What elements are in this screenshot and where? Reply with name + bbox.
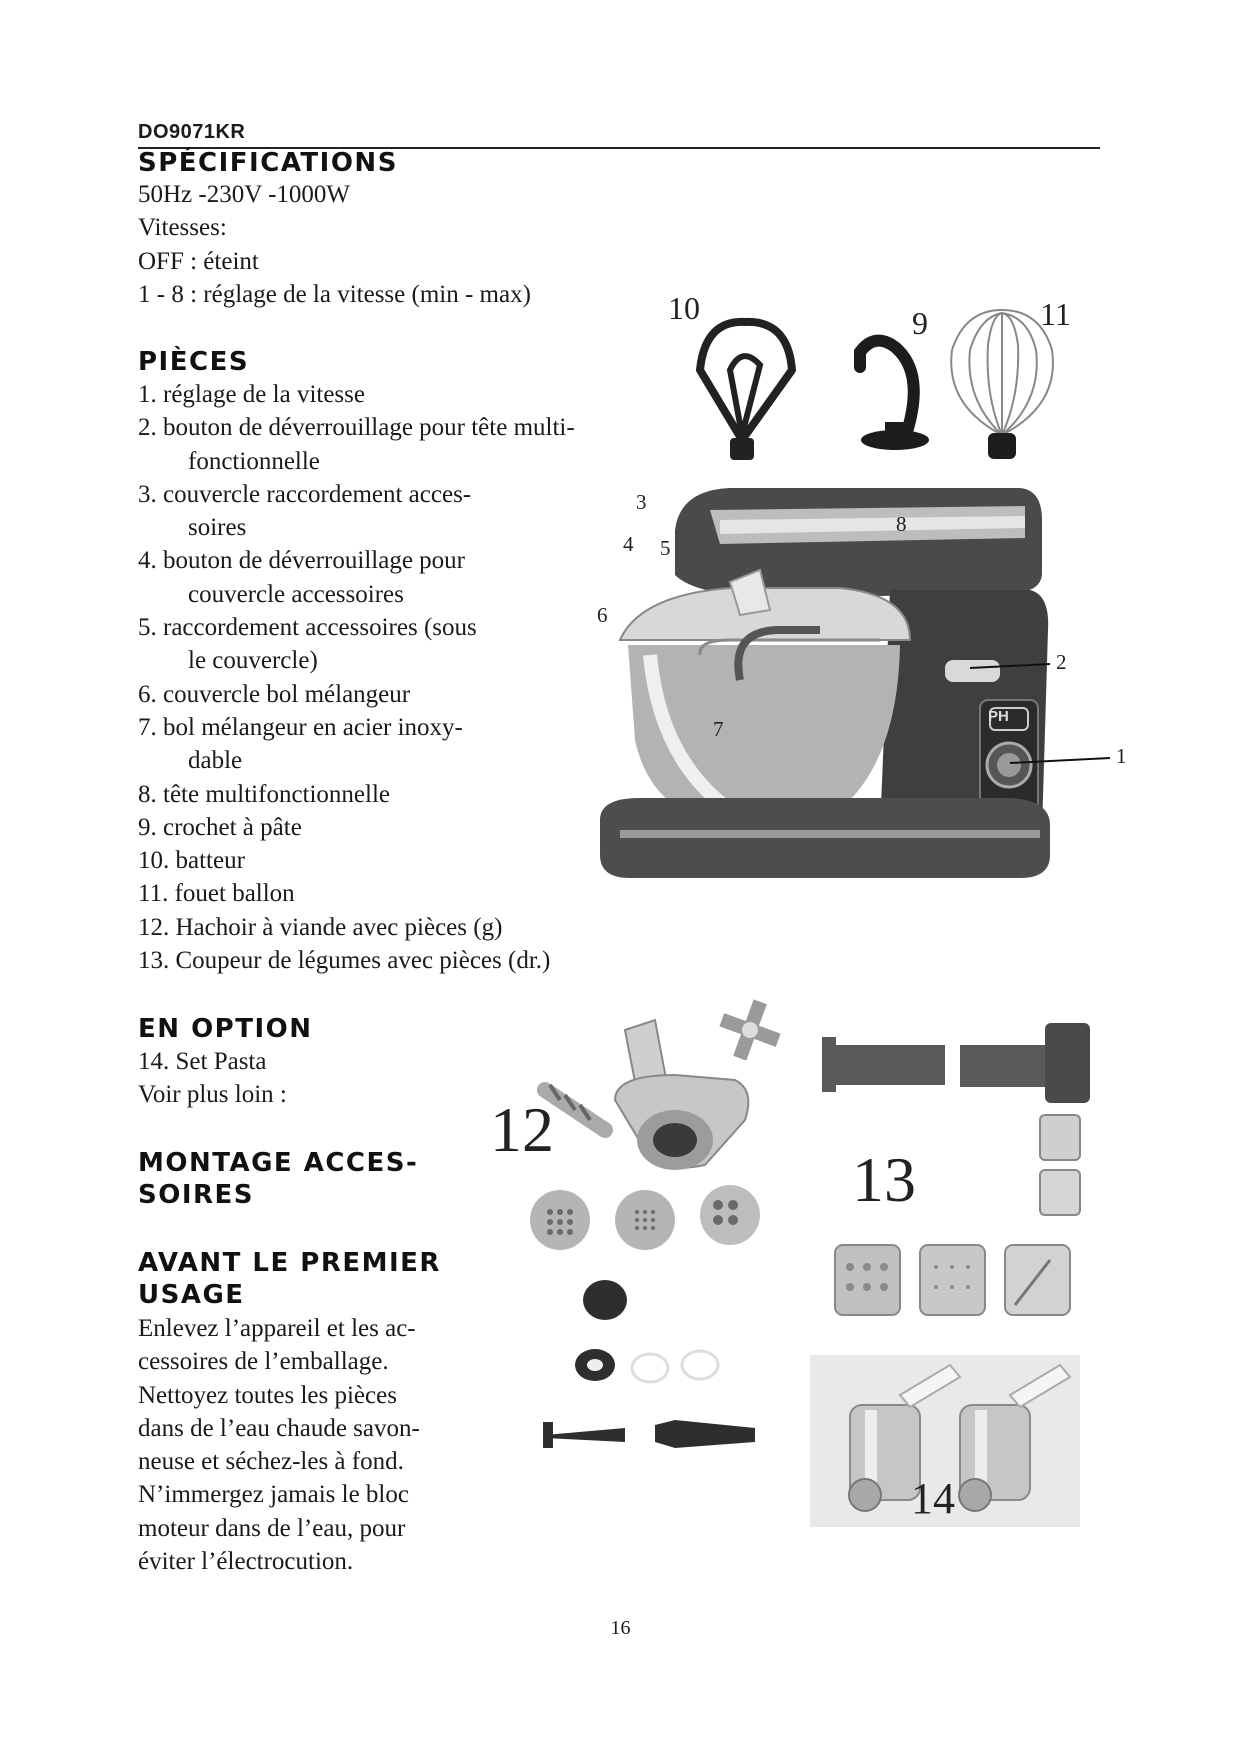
- piece-item: 10. batteur: [138, 847, 245, 875]
- avant-line: Enlevez l’appareil et les ac-: [138, 1315, 416, 1342]
- piece-item: 8. tête multifonctionnelle: [138, 780, 391, 808]
- piece-item: 12. Hachoir à viande avec pièces (g): [138, 913, 503, 941]
- avant-line: Nettoyez toutes les pièces: [138, 1381, 397, 1409]
- spec-line: OFF : éteint: [138, 247, 259, 275]
- callout-10: 10: [668, 290, 700, 326]
- callout-8: 8: [896, 512, 907, 536]
- piece-item: 4. bouton de déverrouillage pour: [138, 547, 465, 575]
- piece-item-cont: fonctionnelle: [188, 447, 320, 475]
- piece-item-cont: couvercle accessoires: [188, 580, 404, 608]
- pieces-heading: PIÈCES: [138, 347, 250, 377]
- spec-line: Vitesses:: [138, 214, 227, 242]
- meat-grinder-parts-image: [505, 990, 795, 1470]
- label-14: 14: [911, 1474, 955, 1523]
- avant-heading-line: USAGE: [138, 1280, 245, 1310]
- avant-line: N’immergez jamais le bloc: [138, 1481, 409, 1509]
- callout-6: 6: [597, 603, 608, 627]
- piece-item: 7. bol mélangeur en acier inoxy-: [138, 713, 463, 741]
- callout-7: 7: [713, 717, 724, 741]
- panel-logo: PH: [988, 708, 1009, 725]
- avant-line: dans de l’eau chaude savon-: [138, 1414, 420, 1442]
- avant-heading-line: AVANT LE PREMIER: [138, 1248, 441, 1278]
- piece-item: 13. Coupeur de légumes avec pièces (dr.): [138, 947, 551, 975]
- callout-1: 1: [1116, 744, 1127, 768]
- avant-line: cessoires de l’emballage.: [138, 1348, 389, 1376]
- option-line: 14. Set Pasta: [138, 1048, 267, 1075]
- piece-item-cont: soires: [188, 514, 247, 542]
- label-12: 12: [490, 1094, 554, 1165]
- piece-item: 6. couvercle bol mélangeur: [138, 680, 411, 708]
- page-number: 16: [610, 1617, 631, 1639]
- label-13: 13: [852, 1144, 916, 1215]
- montage-heading-line: MONTAGE ACCES-: [138, 1148, 419, 1178]
- callout-3: 3: [636, 490, 647, 514]
- option-line: Voir plus loin :: [138, 1081, 287, 1109]
- callout-11: 11: [1040, 296, 1071, 332]
- avant-line: éviter l’électrocution.: [138, 1548, 354, 1576]
- callout-9: 9: [912, 305, 928, 341]
- piece-item: 11. fouet ballon: [138, 880, 295, 908]
- option-heading: EN OPTION: [138, 1014, 313, 1044]
- piece-item: 2. bouton de déverrouillage pour tête multi-: [138, 414, 575, 442]
- piece-item-cont: le couvercle): [188, 647, 318, 675]
- piece-item: 1. réglage de la vitesse: [138, 381, 365, 408]
- montage-heading-line: SOIRES: [138, 1180, 255, 1210]
- callout-2: 2: [1056, 650, 1067, 674]
- piece-item: 9. crochet à pâte: [138, 813, 302, 841]
- callout-4: 4: [623, 532, 634, 556]
- callout-5: 5: [660, 536, 671, 560]
- spec-line: 1 - 8 : réglage de la vitesse (min - max): [138, 280, 531, 308]
- specifications-heading: SPÉCIFICATIONS: [138, 148, 398, 178]
- avant-line: moteur dans de l’eau, pour: [138, 1514, 406, 1542]
- piece-item: 3. couvercle raccordement acces-: [138, 480, 472, 508]
- spec-line: 50Hz -230V -1000W: [138, 181, 350, 208]
- piece-item: 5. raccordement accessoires (sous: [138, 614, 477, 642]
- model-number: DO9071KR: [138, 121, 246, 143]
- avant-line: neuse et séchez-les à fond.: [138, 1448, 404, 1476]
- piece-item-cont: dable: [188, 747, 243, 775]
